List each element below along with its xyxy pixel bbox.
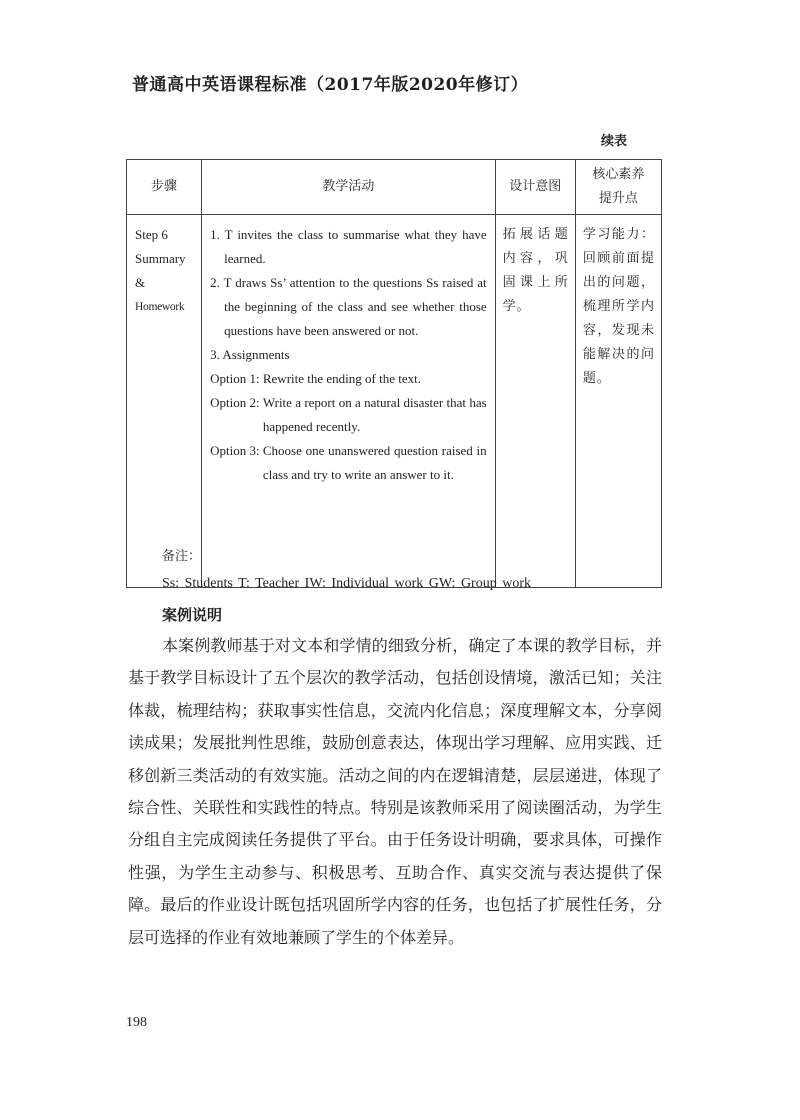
option-label: Option 3: — [210, 443, 260, 458]
column-header-core — [575, 160, 661, 215]
option-text: Rewrite the ending of the text. — [262, 371, 421, 386]
assignment-option — [210, 391, 487, 439]
running-header: 普通高中英语课程标准（2017年版2020年修订） — [132, 75, 529, 95]
core-competency-cell: 学习能力：回顾前面提出的问题，梳理所学内容，发现未能解决的问题。 — [575, 215, 661, 588]
teaching-activity-table — [126, 159, 662, 588]
step-cell — [127, 215, 202, 588]
case-section-title: 案例说明 — [162, 606, 223, 624]
abbreviations-line: Ss: Students T: Teacher IW: Individual work GW: Group work — [162, 576, 531, 591]
column-header-design: 设计意图 — [495, 160, 575, 215]
case-paragraph: 本案例教师基于对文本和学情的细致分析，确定了本课的教学目标，并基于教学目标设计了五个层次的教学活动，包括创设情境，激活已知；关注体裁，梳理结构；获取事实性信息，交流内化信息；深度理解文本，分享阅读成果；发展批判性思维，鼓励创意表达，体现出学习理解、应用实践、迁移创新三类活动的有效实施。活动之间的内在逻辑清楚，层层递进，体现了综合性、关联性和实践性的特点。特别是该教师采用了阅读圈活动，为学生分组自主完成阅读任务提供了平台。由于任务设计明确，要求具体，可操作性强，为学生主动参与、积极思考、互助合作、真实交流与表达提供了保障。最后的作业设计既包括巩固所学内容的任务，也包括了扩展性任务，分层可选择的作业有效地兼顾了学生的个体差异。 — [128, 636, 662, 947]
step-line: & — [135, 275, 146, 290]
option-text: Write a report on a natural disaster that has happened recently. — [262, 395, 487, 434]
table-header-row — [127, 160, 662, 215]
activity-item: 2. T draws Ss’ attention to the questions Ss raised at the beginning of the class and see whether those questions have been answered or not. — [210, 275, 487, 338]
option-text: Choose one unanswered question raised in class and try to write an answer to it. — [262, 443, 487, 482]
activity-item: 3. Assignments — [210, 347, 290, 362]
column-header-step: 步骤 — [127, 160, 202, 215]
step-line: Homework — [135, 301, 185, 313]
page-number: 198 — [126, 1015, 147, 1030]
table-continued-label: 续表 — [601, 134, 628, 149]
step-line: Summary — [135, 251, 186, 266]
table-row — [127, 215, 662, 588]
assignment-option — [210, 439, 487, 487]
activities-cell — [202, 215, 496, 588]
design-intent-cell: 拓展话题内容，巩固课上所学。 — [495, 215, 575, 588]
notes-label: 备注： — [162, 549, 202, 564]
option-label: Option 2: — [210, 395, 260, 410]
step-line: Step 6 — [135, 227, 168, 242]
assignment-option — [210, 367, 487, 391]
option-label: Option 1: — [210, 371, 260, 386]
column-header-core-text: 核心素养提升点 — [592, 167, 645, 206]
column-header-activity: 教学活动 — [202, 160, 496, 215]
activity-item: 1. T invites the class to summarise what they have learned. — [210, 227, 487, 266]
